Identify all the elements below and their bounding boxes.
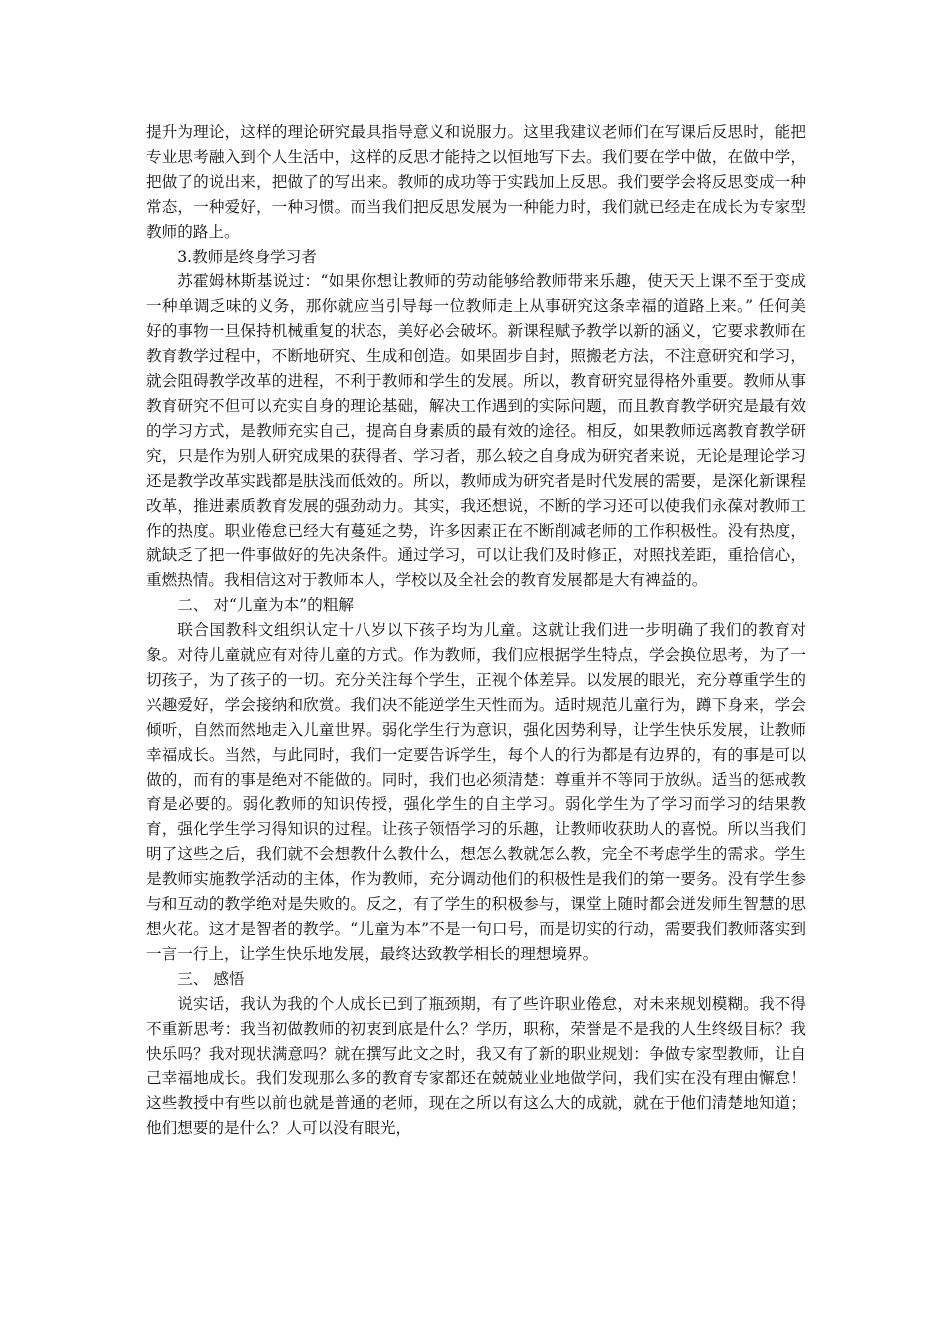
paragraph-reflection: 说实话，我认为我的个人成长已到了瓶颈期，有了些许职业倦怠，对未来规划模糊。我不得不重新思考：我当初做教师的初衷到底是什么？学历，职称，荣誉是不是我的人生终级目标？我快乐吗？我对现状满意吗？就在撰写此文之时，我又有了新的职业规划：争做专家型教师，让自己幸福地成长。我们发现那么多的教育专家都还在兢兢业业地做学问，我们实在没有理由懈怠！这些教授中有些以前也就是普通的老师，现在之所以有这么大的成就，就在于他们清楚地知道；他们想要的是什么？人可以没有眼光， <box>146 994 806 1138</box>
section-heading-lifelong-learner: 3.教师是终身学习者 <box>177 247 317 266</box>
document-body <box>146 120 806 1141</box>
paragraph-sukhomlinsky: 苏霍姆林斯基说过：“如果你想让教师的劳动能够给教师带来乐趣，使天天上课不至于变成一种单调乏味的义务，那你就应当引导每一位教师走上从事研究这条幸福的道路上来。” 任何美好的事物一旦保持机械重复的状态，美好必会破坏。新课程赋予教学以新的涵义，它要求教师在教育教学过程中，不断地研究、生成和创造。如果固步自封，照搬老方法，不注意研究和学习，就会阻碍教学改革的进程，不利于教师和学生的发展。所以，教育研究显得格外重要。教师从事教育研究不但可以充实自身的理论基础，解决工作遇到的实际问题，而且教育教学研究是最有效的学习方式，是教师充实自己，提高自身素质的最有效的途径。相反，如果教师远离教育教学研究，只是作为别人研究成果的获得者、学习者，那么较之自身成为研究者来说，无论是理论学习还是教学改革实践都是肤浅而低效的。所以，教师成为研究者是时代发展的需要，是深化新课程改革，推进素质教育发展的强劲动力。其实，我还想说，不断的学习还可以使我们永葆对教师工作的热度。职业倦怠已经大有蔓延之势，许多因素正在不断削减老师的工作积极性。没有热度，就缺乏了把一件事做好的先决条件。通过学习，可以让我们及时修正，对照找差距，重拾信心，重燃热情。我相信这对于教师本人，学校以及全社会的教育发展都是大有裨益的。 <box>146 272 806 590</box>
paragraph-child-centered: 联合国教科文组织认定十八岁以下孩子均为儿童。这就让我们进一步明确了我们的教育对象。对待儿童就应有对待儿童的方式。作为教师，我们应根据学生特点，学会换位思考，为了一切孩子，为了孩子的一切。充分关注每个学生，正视个体差异。以发展的眼光，充分尊重学生的兴趣爱好，学会接纳和欣赏。我们决不能逆学生天性而为。适时规范儿童行为，蹲下身来，学会倾听，自然而然地走入儿童世界。弱化学生行为意识，强化因势利导，让学生快乐发展，让教师幸福成长。当然，与此同时，我们一定要告诉学生，每个人的行为都是有边界的，有的事是可以做的，而有的事是绝对不能做的。同时，我们也必须清楚：尊重并不等同于放纵。适当的惩戒教育是必要的。弱化教师的知识传授，强化学生的自主学习。弱化学生为了学习而学习的结果教育，强化学生学习得知识的过程。让孩子领悟学习的乐趣，让教师收获助人的喜悦。所以当我们明了这些之后，我们就不会想教什么教什么，想怎么教就怎么教，完全不考虑学生的需求。学生是教师实施教学活动的主体，作为教师，充分调动他们的积极性是我们的第一要务。没有学生参与和互动的教学绝对是失败的。反之，有了学生的积极参与，课堂上随时都会迸发师生智慧的思想火花。这才是智者的教学。“儿童为本”不是一句口号，而是切实的行动，需要我们教师落实到一言一行上，让学生快乐地发展，最终达致教学相长的理想境界。 <box>146 621 806 963</box>
section-heading-reflection: 三、 感悟 <box>177 969 245 988</box>
section-heading-child-centered: 二、 对“儿童为本”的粗解 <box>177 596 355 615</box>
paragraph-continuation: 提升为理论，这样的理论研究最具指导意义和说服力。这里我建议老师们在写课后反思时，能把专业思考融入到个人生活中，这样的反思才能持之以恒地写下去。我们要在学中做，在做中学，把做了的说出来，把做了的写出来。教师的成功等于实践加上反思。我们要学会将反思变成一种常态，一种爱好，一种习惯。而当我们把反思发展为一种能力时，我们就已经走在成长为专家型教师的路上。 <box>146 123 806 241</box>
